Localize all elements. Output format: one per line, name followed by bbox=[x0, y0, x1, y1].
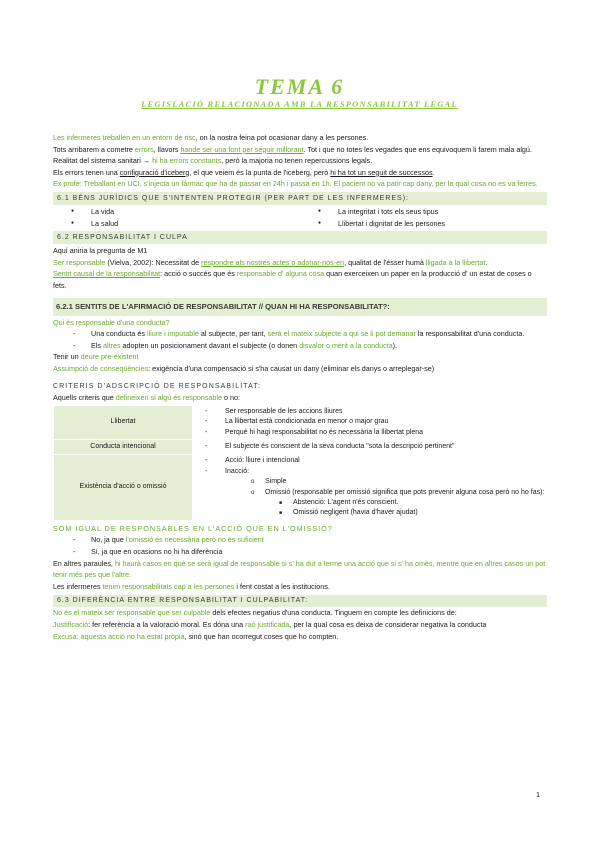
text: Tenir un bbox=[53, 352, 81, 362]
list-subsubitem: ■ Omissió negligent (havia d'haver ajudat) bbox=[193, 508, 546, 518]
text: Una conducta és bbox=[91, 329, 147, 339]
table-row bbox=[54, 455, 547, 520]
text: : exigència d'una compensació si s'ha causat un dany (eliminar els danys o arreplegar-se) bbox=[148, 363, 435, 373]
s621-question: Qui és responsable d'una conducta? bbox=[53, 317, 170, 327]
s62-line-1: Aquí aniria la pregunta de M1 bbox=[53, 246, 148, 256]
highlight: altres bbox=[102, 340, 121, 350]
criteria-label: Existència d'acció o omissió bbox=[54, 455, 193, 520]
section-6-1-list bbox=[53, 206, 547, 229]
intro-highlight: hande ser una font per seguir millorant bbox=[180, 144, 304, 154]
text: , sinó que han ocorregut coses que ho compten. bbox=[184, 631, 339, 641]
criteria-values bbox=[193, 405, 547, 439]
text: adopten un posicionament davant el subjecte (o donen bbox=[120, 340, 300, 350]
s621-line-4 bbox=[53, 363, 547, 375]
s62-line-2 bbox=[53, 257, 547, 269]
highlight: defineixen si algú és responsable bbox=[115, 393, 223, 403]
section-6-2-heading: 6.2 RESPONSABILITAT I CULPA bbox=[53, 231, 547, 244]
criteria-label: Llibertat bbox=[54, 405, 193, 439]
list-subsubitem: ■ Abstenció: L'agent n'és conscient. bbox=[193, 498, 546, 508]
list-item: ● Llibertat i dignitat de les persones bbox=[300, 218, 547, 230]
text: i fent costat a les institucions. bbox=[234, 581, 330, 591]
text: Aquells criteris que bbox=[53, 393, 116, 403]
intro-highlight: Les infermeres treballen en un entorn de risc bbox=[53, 133, 196, 142]
highlight: hi haurà casos en què se serà igual de responsable si s' ha dut a terme una acció que si s' ha omès, mentre que en altres casos un pot tenir més pes que l'altre. bbox=[53, 558, 546, 580]
intro-line-1 bbox=[53, 132, 547, 144]
term: Assumpció de conseqüències bbox=[53, 363, 149, 373]
intro-highlight: errors bbox=[134, 144, 154, 154]
s62-line-3 bbox=[53, 268, 547, 291]
s63-line-2 bbox=[53, 619, 547, 631]
omission-line-4 bbox=[53, 581, 547, 593]
text: : acció o succés que és bbox=[160, 269, 237, 279]
intro-text: , el que veiem és la punta de l'iceberg, però bbox=[189, 167, 331, 177]
section-6-3-heading: 6.3 DIFERÈNCIA ENTRE RESPONSABILITAT I CULPABILITAT: bbox=[53, 595, 547, 607]
s621-dash-1 bbox=[53, 328, 547, 340]
term: Sentit causal de la responsabilitat bbox=[53, 269, 161, 279]
highlight: respondre als nostres actes o adonar-nos-en bbox=[201, 257, 345, 267]
highlight: l'omissió és necessària però no és suficient bbox=[125, 535, 264, 545]
highlight: : aquesta acció no ha estat pròpia bbox=[76, 631, 185, 641]
intro-text: Tots arribarem a cometre bbox=[53, 144, 135, 154]
criteria-subheading bbox=[53, 392, 547, 404]
highlight: disvalor o mèrit a la conducta bbox=[299, 340, 393, 350]
list-item: - Perquè hi hagi responsabilitat no és necessària la llibertat plena bbox=[193, 428, 546, 438]
intro-text: . Tot i que no totes les vegades que ens equivoquem li farem mala algú. bbox=[303, 144, 532, 154]
criteria-values bbox=[193, 439, 547, 454]
highlight: lligada a la llibertat bbox=[425, 257, 486, 267]
criteria-values bbox=[193, 455, 547, 520]
text: la responsabilitat d'una conducta. bbox=[415, 329, 525, 339]
document-body bbox=[53, 132, 547, 642]
omission-heading: SOM IGUAL DE RESPONSABLES EN L'ACCIÓ QUE EN L'OMISSIÓ? bbox=[53, 523, 333, 533]
list-item: ● La vida bbox=[53, 206, 300, 218]
text: (Vielva, 2002): Necessitat de bbox=[105, 257, 202, 267]
intro-text: . bbox=[432, 167, 435, 177]
list-item: - La llibertat està condicionada en menor o major grau bbox=[193, 417, 546, 427]
page-number: 1 bbox=[536, 790, 540, 799]
list-item: - Ser responsable de les accions lliures bbox=[193, 407, 546, 417]
highlight: raó justificada bbox=[245, 619, 290, 629]
intro-line-2 bbox=[53, 144, 547, 156]
section-6-2-1-heading: 6.2.1 SENTITS DE L'AFIRMACIÓ DE RESPONSABILITAT // QUAN HI HA RESPONSABILITAT?: bbox=[53, 298, 547, 316]
text: ). bbox=[392, 340, 398, 350]
highlight: deure pre-existent bbox=[80, 352, 139, 362]
table-row bbox=[54, 439, 547, 454]
term: Justificació bbox=[53, 619, 89, 629]
text: o no: bbox=[222, 393, 240, 403]
text: . bbox=[485, 257, 488, 267]
list-item: - Inacció: bbox=[193, 467, 546, 477]
intro-line-3 bbox=[53, 155, 547, 167]
list-item: ● La salud bbox=[53, 218, 300, 230]
section-6-1-heading: 6.1 BÉNS JURÍDICS QUE S'INTENTEN PROTEGIR (PER PART DE LES INFERMERES): bbox=[53, 192, 547, 205]
intro-underline: configuració d'iceberg bbox=[119, 167, 190, 177]
text: No, ja que bbox=[91, 535, 126, 545]
text: al subjecte, per tant, bbox=[198, 329, 268, 339]
text: En altres paraules, bbox=[53, 558, 115, 568]
criteria-label: Conducta intencional bbox=[54, 439, 193, 454]
s63-line-1 bbox=[53, 607, 547, 619]
intro-highlight: hi ha errors constants bbox=[152, 156, 222, 166]
text: Les infermeres bbox=[53, 581, 103, 591]
list-subitem: o Omissió (responsable per omissió significa que pots prevenir alguna cosa però no ho fas): bbox=[193, 488, 546, 498]
list-item: - Acció: lliure i intencional bbox=[193, 456, 546, 466]
text: , qualitat de l'ésser humà bbox=[344, 257, 426, 267]
intro-text: , però la majoria no tenen repercussions legals. bbox=[221, 156, 373, 166]
s63-line-3 bbox=[53, 631, 547, 643]
list-subitem: o Simple bbox=[193, 477, 546, 487]
page-subtitle: LEGISLACIÓ RELACIONADA AMB LA RESPONSABILITAT LEGAL bbox=[141, 99, 458, 109]
list-item: - El subjecte és conscient de la seva conducta "sota la descripció pertinent" bbox=[193, 442, 546, 452]
intro-text: , on la nostra feina pot ocasionar dany a les persones. bbox=[195, 133, 369, 142]
list-item: ● La integritat i tots els seus tipus bbox=[300, 206, 547, 218]
intro-example: Ex profe: Treballant en UCI, s'injecta un fàrmac que ha de passar en 24h i passa en 1h. El pacient no va patir cap dany, per la qual cosa no es va ferres. bbox=[53, 179, 538, 189]
text: : fer referència a la valoració moral. Es dóna una bbox=[88, 619, 246, 629]
term: Ser responsable bbox=[53, 257, 106, 267]
omission-dash-2: - Sí, ja que en ocasions no hi ha diferència bbox=[53, 546, 547, 558]
table-row bbox=[54, 405, 547, 439]
intro-text: , llavors bbox=[153, 144, 181, 154]
intro-line-4 bbox=[53, 167, 547, 179]
text: dels efectes negatius d'una conducta. Tinguem en compte les definicions de: bbox=[210, 608, 457, 618]
highlight: lliure i imputable bbox=[146, 329, 199, 339]
criteria-heading: CRITERIS D'ADSCRIPCIÓ DE RESPONSABILITAT: bbox=[53, 382, 261, 390]
text: quan exerceixen un paper en la producció d' un estat de coses o fets. bbox=[53, 269, 532, 290]
text: Els bbox=[91, 340, 103, 350]
list-column-right bbox=[300, 206, 547, 229]
page-title: TEMA 6 bbox=[254, 74, 345, 99]
highlight: serà el mateix subjecte a qui se li pot demanar bbox=[267, 329, 416, 339]
criteria-table bbox=[53, 405, 547, 521]
s621-dash-2 bbox=[53, 340, 547, 352]
highlight: No és el mateix ser responsable que ser culpable bbox=[53, 608, 211, 618]
list-column-left bbox=[53, 206, 300, 229]
s621-line-3 bbox=[53, 351, 547, 363]
intro-text: Realitat del sistema sanitari → bbox=[53, 156, 153, 166]
text: , per la qual cosa es deixa de considerar negativa la conducta bbox=[289, 619, 487, 629]
omission-line-3 bbox=[53, 558, 547, 581]
highlight: tenim responsabilitats cap a les persones bbox=[102, 581, 235, 591]
intro-underline: hi ha tot un seguit de successos bbox=[330, 167, 433, 177]
highlight: responsable d' alguna cosa bbox=[236, 269, 325, 279]
intro-text: Els errors tenen una bbox=[53, 167, 120, 177]
term: Excusa bbox=[53, 631, 77, 641]
omission-dash-1 bbox=[53, 534, 547, 546]
